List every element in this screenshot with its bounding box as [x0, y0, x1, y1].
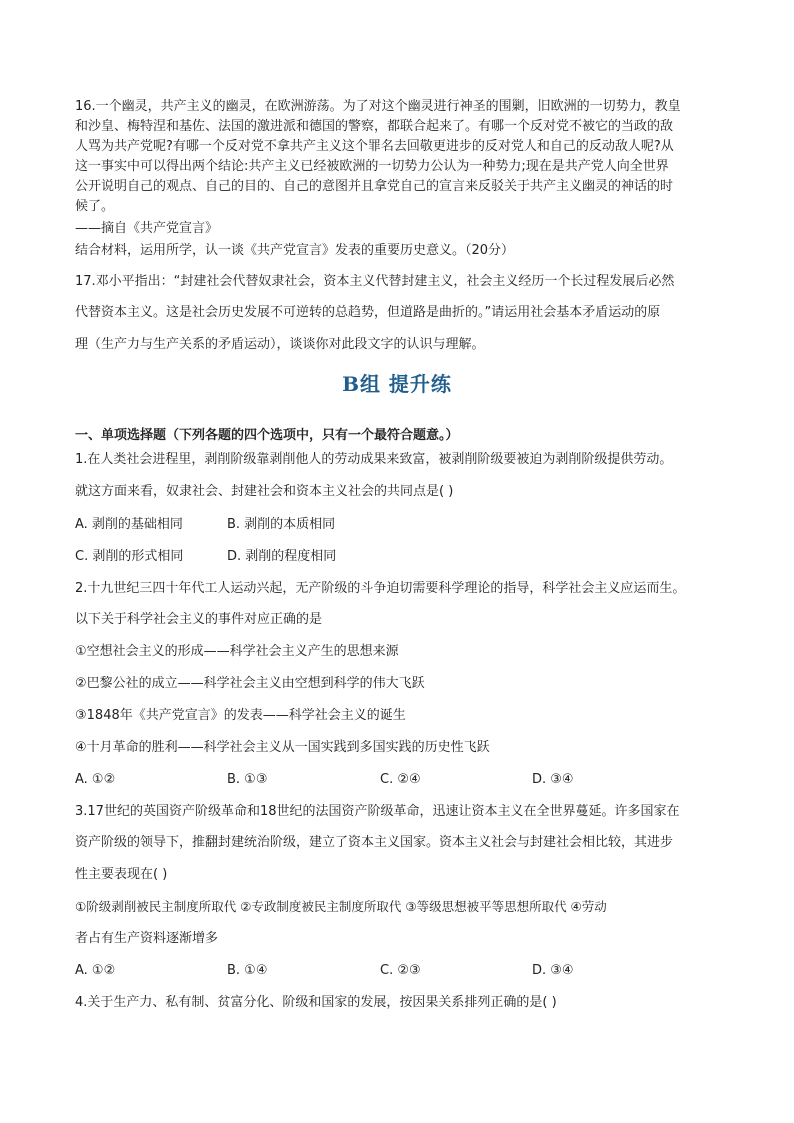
q16-prompt: 结合材料，运用所学，认一谈《共产党宣言》发表的重要历史意义。（20分）	[75, 243, 515, 258]
q2-option-d: D. ③④	[532, 772, 574, 787]
q3-line: 资产阶级的领导下，推翻封建统治阶级，建立了资本主义国家。资本主义社会与封建社会相比较，其进步	[75, 835, 674, 850]
q17-line: 17.邓小平指出：“封建社会代替奴隶社会，资本主义代替封建主义，社会主义经历一个长过程发展后必然	[75, 274, 675, 289]
q1-option-a: A. 剥削的基础相同	[75, 517, 183, 532]
q2-option-a: A. ①②	[75, 772, 116, 787]
q17-line: 理（生产力与生产关系的矛盾运动），谈谈你对此段文字的认识与理解。	[75, 337, 485, 352]
q16-line: 候了。	[75, 199, 115, 214]
q2-item: ①空想社会主义的形成——科学社会主义产生的思想来源	[75, 644, 399, 659]
q1-line: 1.在人类社会进程里，剥削阶级靠剥削他人的劳动成果来致富，被剥削阶级要被迫为剥削阶级提供劳动。	[75, 452, 673, 467]
q3-option-b: B. ①④	[227, 963, 268, 978]
q16-line: 这一事实中可以得出两个结论:共产主义已经被欧洲的一切势力公认为一种势力;现在是共产党人向全世界	[75, 159, 669, 174]
q2-item: ②巴黎公社的成立——科学社会主义由空想到科学的伟大飞跃	[75, 676, 425, 691]
q3-option-c: C. ②③	[380, 963, 421, 978]
q3-option-a: A. ①②	[75, 963, 116, 978]
q1-line: 就这方面来看，奴隶社会、封建社会和资本主义社会的共同点是( )	[75, 484, 454, 499]
q16-source: ——摘自《共产党宣言》	[75, 221, 219, 236]
q16-line: 人骂为共产党呢?有哪一个反对党不拿共产主义这个罪名去回敬更进步的反对党人和自己的反动敌人呢?从	[75, 139, 674, 154]
q16-line: 和沙皇、梅特涅和基佐、法国的激进派和德国的警察，都联合起来了。有哪一个反对党不被它的当政的敌	[75, 119, 674, 134]
q3-option-d: D. ③④	[532, 963, 574, 978]
q16-line: 公开说明自己的观点、自己的目的、自己的意图并且拿党自己的宣言来反驳关于共产主义幽灵的神话的时	[75, 179, 674, 194]
q4-line: 4.关于生产力、私有制、贫富分化、阶级和国家的发展，按因果关系排列正确的是( )	[75, 995, 557, 1010]
q2-option-b: B. ①③	[227, 772, 268, 787]
q2-item: ③1848年《共产党宣言》的发表——科学社会主义的诞生	[75, 708, 406, 723]
q16-line: 16.一个幽灵，共产主义的幽灵，在欧洲游荡。为了对这个幽灵进行神圣的围剿，旧欧洲的一切势力，教皇	[75, 99, 681, 114]
q3-line: 性主要表现在( )	[75, 867, 168, 882]
section-heading: 一、单项选择题（下列各题的四个选项中，只有一个最符合题意。）	[75, 428, 459, 443]
q2-option-c: C. ②④	[380, 772, 421, 787]
q3-line: 3.17世纪的英国资产阶级革命和18世纪的法国资产阶级革命，迅速让资本主义在全世界蔓延。许多国家在	[75, 804, 680, 819]
q1-option-d: D. 剥削的程度相同	[227, 549, 337, 564]
q2-line: 2.十九世纪三四十年代工人运动兴起，无产阶级的斗争迫切需要科学理论的指导，科学社会主义应运而生。	[75, 581, 686, 596]
q3-item: 者占有生产资料逐渐增多	[75, 931, 219, 946]
q2-line: 以下关于科学社会主义的事件对应正确的是	[75, 612, 323, 627]
section-title: B组 提升练	[342, 372, 452, 396]
q1-option-c: C. 剥削的形式相同	[75, 549, 184, 564]
q1-option-b: B. 剥削的本质相同	[227, 517, 336, 532]
q2-item: ④十月革命的胜利——科学社会主义从一国实践到多国实践的历史性飞跃	[75, 740, 490, 755]
q17-line: 代替资本主义。这是社会历史发展不可逆转的总趋势，但道路是曲折的。”请运用社会基本矛盾运动的原	[75, 305, 661, 320]
q3-item: ①阶级剥削被民主制度所取代 ②专政制度被民主制度所取代 ③等级思想被平等思想所取代 ④劳动	[75, 899, 607, 914]
